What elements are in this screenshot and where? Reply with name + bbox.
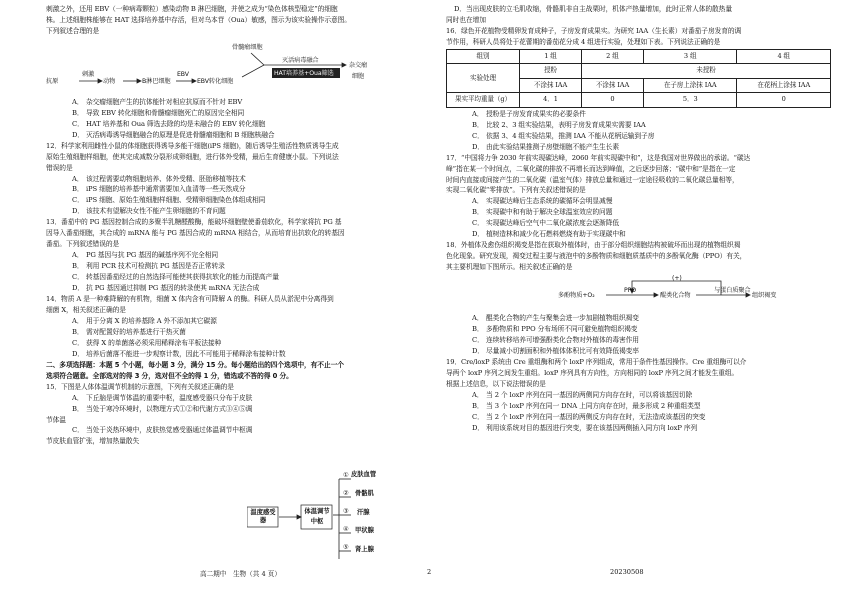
q14-option-d[interactable]: D． 培养后菌落不能进一步观察计数，因此不可能用于稀释涂布接种计数 [72,349,286,358]
q12-option-d[interactable]: D． 该技术有望解决女性不能产生卵细胞的不育问题 [72,207,226,216]
node-thyroid: 甲状腺 [355,527,374,534]
cell-w3: 5．3 [643,93,737,108]
q11-option-a[interactable]: A． 杂交瘤细胞产生的抗体能针对相应抗原而不针对 EBV [72,97,243,106]
num-1: ① [343,472,349,479]
diagram-hybrid: 杂交瘤细胞 [348,61,368,80]
browning-diagram [446,273,831,313]
q15-option-a[interactable]: A． 下丘脑是调节体温的重要中枢，温度感受器只分布于皮肤 [72,393,253,402]
diagram-stim: 刺激 [82,70,95,78]
cell-c3: 在子房上涂抹 IAA [643,78,737,93]
q17-option-a[interactable]: A． 实现碳达峰后生态系统的碳循环会明显减慢 [472,197,613,206]
node-receptor: 温度感受器 [250,509,276,524]
q16-option-d[interactable]: D． 由此实验结果推测子房壁细胞不能产生生长素 [472,142,620,151]
section2-heading-1: 二、多项选择题：本题 5 个小题，每小题 3 分，满分 15 分。每小题给出的四个选项中，有不止一个 [46,360,344,369]
footer-subject: 高二期中 生物（共 4 页） [200,570,281,578]
cell-w1: 4．1 [520,93,582,108]
q13-option-c[interactable]: C． 转基因番茄经过的自然选择可能使其获得抗软化的能力而提高产量 [72,273,279,282]
th-group: 组别 [447,49,520,64]
q15-stem: 15．下图是人体体温调节机制的示意图，下列有关叙述正确的是 [46,382,234,391]
left-column [46,4,428,447]
q19-stem-1: 19．Cre/loxP 系统由 Cre 重组酶和两个 loxP 序列组成，常用于条件性基因操作。Cre 重组酶可以介 [446,357,747,366]
th-g1: 1 组 [520,49,582,64]
q11-option-d[interactable]: D． 灭活病毒诱导细胞融合的原理是促进骨髓瘤细胞和 B 细胞核融合 [72,130,275,139]
diagram-inactivate: 灭活病毒融合 [282,56,319,64]
th-g3: 3 组 [643,49,737,64]
node-combine: 与蛋白质聚合 [714,287,751,295]
node-ppo: PPO [624,287,637,295]
q12-option-a[interactable]: A． 该过程需要动物细胞培养、体外受精、胚胎移植等技术 [72,174,246,183]
node-brown: 组织褐变 [752,292,777,300]
intro-line-3: 下列叙述合理的是 [46,26,100,35]
node-skin-vessel: 皮肤血管 [351,471,377,478]
footer-page-number: 2 [427,568,432,576]
node-center: 体温调节中枢 [304,508,330,525]
q16-stem-1: 16．绿色开花植物受精卵发育成种子，子房发育成果实。为研究 IAA（生长素）对番茄子房发育的调 [446,26,742,35]
intro-line-2: 株。上述细胞株能够在 HAT 选择培养基中存活，但对乌本苷（Oua）敏感，图示为该实验操作示意图。 [46,15,351,24]
q16-option-b[interactable]: B． 比较 2、3 组实验结果，表明子房发育成果实需要 IAA [472,120,646,129]
num-2: ② [343,490,349,497]
q12-stem-1: 12．科学家利用雌性小鼠的体细胞获得诱导多能干细胞(iPS 细胞)，随后诱导生殖活性物质诱导生成 [46,141,339,150]
q19-stem-2: 导两个 loxP 序列之间发生重组。loxP 序列具有方向性，方向相同的 loxP 序列之间才能发生重组。 [446,368,739,377]
cell-pollinated: 授粉 [520,64,582,79]
q14-option-b[interactable]: B． 需对配置好的培养基进行干热灭菌 [72,327,186,336]
q18-stem-2: 色化现象。研究发现，褐变过程主要与液泡中的多酚物质和细胞质基质中的多酚氧化酶（PPO）有关， [446,252,747,261]
q17-option-b[interactable]: B． 实现碳中和有助于解决全球温室效应的问题 [472,208,613,217]
diagram-hat: HAT培养基+Oua筛选 [274,69,334,77]
q12-option-b[interactable]: B． iPS 细胞的培养基中通常需要加入血清等一些天然成分 [72,185,246,194]
q12-option-c[interactable]: C． iPS 细胞、原始生殖细胞样细胞、受精卵细胞染色体组成相同 [72,196,266,205]
diagram-ebvcell: EBV转化细胞 [197,77,234,85]
hybridoma-diagram [46,39,428,95]
num-4: ④ [343,526,349,533]
q15-option-c[interactable]: C． 当处于炎热环境中，皮肤热觉感受器通过体温调节中枢调 [72,426,253,435]
q17-stem-2: 峰”指在某一个时间点，二氧化碳的排放不再增长而达到峰值，之后逐步回落；“碳中和”是指在一定 [446,164,736,173]
q13-stem-1: 13．番茄中的 PG 基因控制合成的多聚半乳糖醛酸酶，能破坏细胞壁使番茄软化，科学家将抗 PG 基 [46,218,342,227]
q15-option-b[interactable]: B． 当处于寒冷环境时，以物理方式①②和代谢方式③④⑤调 [72,404,253,413]
q13-stem-2: 因导入番茄细胞，其合成的 mRNA 能与 PG 基因合成的 mRNA 相结合，从而培育出抗软化的转基因 [46,229,345,238]
q11-options [46,97,428,141]
q17-stem-3: 时间内直接或间接产生的二氧化碳（温室气体）排放总量和通过一定途径吸收的二氧化碳总量相等， [446,175,739,184]
iaa-table [446,49,831,108]
q15-option-d-cont: 同时也在增加 [446,15,486,24]
node-muscle: 骨骼肌 [355,490,374,497]
q19-option-c[interactable]: C． 当 2 个 loxP 序列在同一基因的两侧反方向存在时，无法造成该基因的突变 [472,412,706,421]
q19-stem-3: 根据上述信息，以下说法错误的是 [446,379,546,388]
diagram-bcell: B淋巴细胞 [142,77,171,85]
node-quinone: 醌类化合物 [660,292,691,300]
th-g2: 2 组 [581,49,643,64]
cell-w4: 0 [737,93,831,108]
q17-stem-4: 实现二氧化碳“零排放”。下列有关叙述错误的是 [446,186,586,195]
q19-option-b[interactable]: B． 当 3 个 loxP 序列在同一 DNA 上同方向存在时，最多形成 2 种重组类型 [472,401,701,410]
q14-stem-2: 细菌 X，相关叙述正确的是 [46,305,126,314]
section2-heading-2: 选项符合题意。全部选对的得 3 分，选对但不全的得 1 分，错选或不答的得 0 分。 [46,371,293,380]
q18-stem-1: 18．外植体及愈伤组织褐变是指在获取外植体时，由于部分组织细胞结构被破坏而出现的植物组织褐 [446,241,741,250]
q19-option-a[interactable]: A． 当 2 个 loxP 序列在同一基因的两侧同方向存在时，可以将该基因切除 [472,390,693,399]
q14-option-a[interactable]: A． 用于分离 X 的培养基除 A 外不添加其它碳源 [72,316,217,325]
q16-option-c[interactable]: C． 依据 3、4 组实验结果，推测 IAA 不能从花柄运输到子房 [472,131,655,140]
q11-option-b[interactable]: B． 导致 EBV 转化细胞和骨髓瘤细胞死亡的原因完全相同 [72,108,245,117]
q13-option-b[interactable]: B． 利用 PCR 技术可检测抗 PG 基因是否正常转录 [72,262,225,271]
q17-stem-1: 17．“中国将力争 2030 年前实现碳达峰，2060 年前实现碳中和”，这是我国对世界做出的承诺。“碳达 [446,153,751,162]
q18-stem-3: 其主要机理如下图所示。相关叙述正确的是 [446,263,573,272]
q17-option-d[interactable]: D． 植树造林和减少化石燃料燃烧有助于实现碳中和 [472,230,626,239]
intro-line-1: 刺激之外，还用 EBV（一种病毒颗粒）感染动物 B 淋巴细胞，并使之成为“染色体核型稳定”的细胞 [46,5,338,13]
q12-stem-2: 原始生殖细胞样细胞，使其完成减数分裂形成卵细胞，进行体外受精，最后生育健康小鼠。下列说法 [46,152,339,161]
q13-option-a[interactable]: A． PG 基因与抗 PG 基因的碱基序列不完全相同 [72,251,219,260]
node-poly: 多酚物质+O₂ [558,292,595,300]
q18-option-c[interactable]: C． 连续转移培养可增强酚类化合物对外植体的毒害作用 [472,336,639,345]
q16-stem-2: 节作用，科研人员将处于花蕾期的番茄花分成 4 组进行实验，处理如下表。下列说法正确的是 [446,37,721,46]
cell-c4: 在花柄上涂抹 IAA [737,78,831,93]
th-g4: 4 组 [737,49,831,64]
diagram-animal: 动物 [103,77,116,85]
q15-option-b-cont: 节体温 [46,415,66,424]
q13-option-d[interactable]: D． 抗 PG 基因通过抑制 PG 基因的转录使其 mRNA 无法合成 [72,284,260,293]
q16-option-a[interactable]: A． 授粉是子房发育成果实的必要条件 [472,109,586,118]
diagram-myeloma: 骨髓瘤细胞 [232,43,263,51]
q14-stem-1: 14．物质 A 是一种难降解的有机物，细菌 X 体内含有可降解 A 的酶。科研人员从淤泥中分离得到 [46,295,334,304]
footer-code: 20230508 [610,568,644,576]
q17-option-c[interactable]: C． 实现碳达峰后空气中二氧化碳浓度会逐渐降低 [472,219,620,228]
q18-option-d[interactable]: D． 尽量减小切割面积和外植体体积比可有效降低褐变率 [472,346,639,355]
q18-option-b[interactable]: B． 多酚物质和 PPO 分布场所不同可避免植物组织褐变 [472,325,638,334]
node-sweat: 汗腺 [357,509,370,516]
thermoregulation-diagram [247,469,382,573]
num-3: ③ [343,508,349,515]
q14-option-c[interactable]: C． 获得 X 的单菌落必须采用稀释涂布平板法接种 [72,338,222,347]
plus-sign: (+) [672,275,682,283]
q12-stem-3: 错误的是 [46,163,73,172]
cell-c1: 不涂抹 IAA [520,78,582,93]
cell-unpollinated: 未授粉 [581,64,830,79]
cell-w2: 0 [581,93,643,108]
q11-option-c[interactable]: C． HAT 培养基和 Oua 筛选去除的均是未融合的 EBV 转化细胞 [72,119,266,128]
q15-option-d[interactable]: D．当出现皮肤的立毛肌收缩，骨骼肌非自主战栗时，机体产热量增加，此时正常人体的散热量 [454,5,732,13]
th-treat: 实验处理 [447,64,520,93]
num-5: ⑤ [343,544,349,551]
cell-c2: 不涂抹 IAA [581,78,643,93]
right-column [446,4,831,434]
q19-option-d[interactable]: D． 利用该系统对目的基因进行突变，要在该基因两侧插入同方向 loxP 序列 [472,423,698,432]
node-adrenal: 肾上腺 [355,546,374,553]
q18-option-a[interactable]: A． 醌类化合物的产生与聚集会进一步加剧植物组织褐变 [472,314,639,323]
q15-option-c-cont: 节皮肤血管扩张，增加热量散失 [46,437,140,446]
diagram-antigen: 抗原 [46,77,59,85]
q13-stem-3: 番茄。下列叙述错误的是 [46,240,120,249]
diagram-ebv: EBV [177,70,189,78]
th-weight: 果实平均重量（g） [447,93,520,108]
